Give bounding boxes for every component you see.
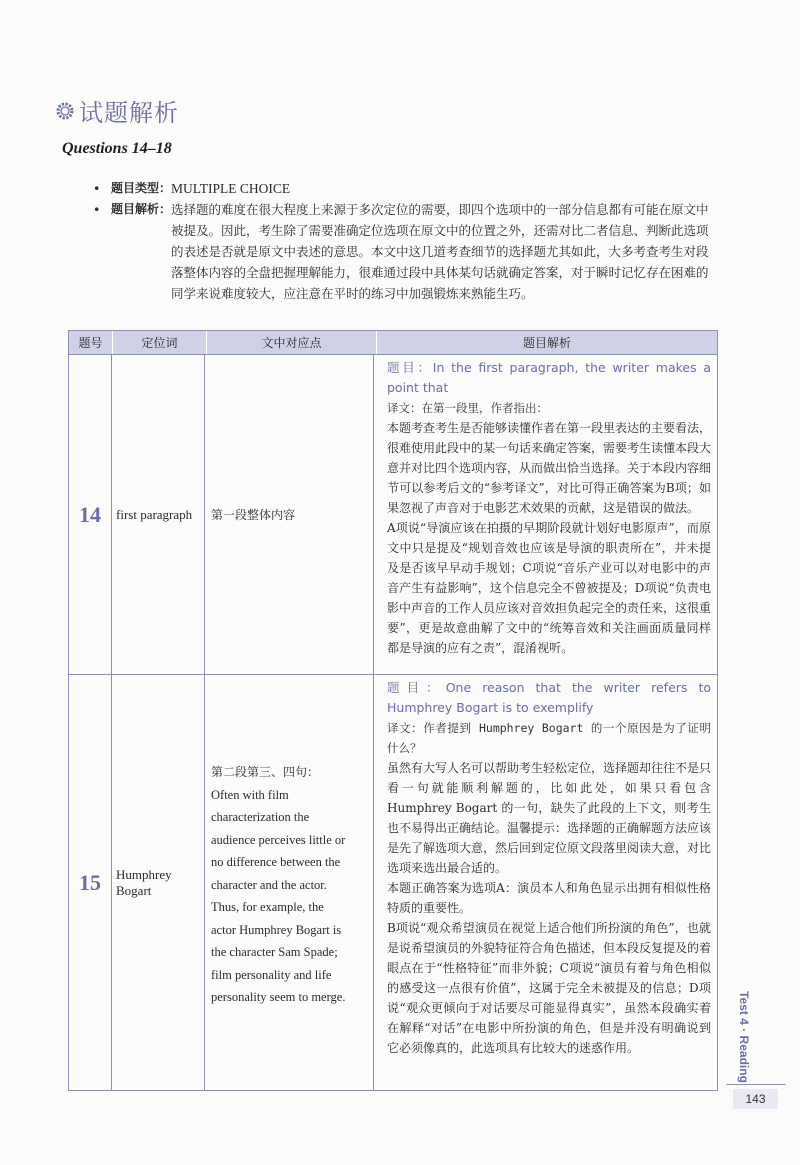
source-line: the character Sam Spade; [211,945,338,959]
question-prompt: 题目：In the first paragraph, the writer makes a point that [387,360,711,395]
question-translation: 译文：作者提到 Humphrey Bogart 的一个原因是为了证明什么？ [387,721,711,755]
source-cell [205,675,374,1090]
source-cell [205,355,374,674]
source-line: character and the actor. [211,877,327,892]
source-heading: 第二段第三、四句： [211,765,320,779]
side-tab-label: Test 4 · Reading [737,991,751,1083]
analysis-paragraph: 本题正确答案为选项A：演员本人和角色显示出拥有相似性格特质的重要性。 [387,881,711,915]
source-quote [211,761,345,1009]
analysis-cell [374,675,717,1090]
source-line: film personality and life [211,967,332,982]
analysis-paragraph: 虽然有大写人名可以帮助考生轻松定位，选择题却往往不是只看一句就能顺利解题的，比如此处，如果只看包含 Humphrey Bogart 的一句，缺失了此段的上下文，则考生也不易得出正确结论。温馨提示：选择题的正确解题方法应该是先了解选项大意，然后回到定位原文段落里阅读大意，对比选项来选出最合适的。 [387,761,712,875]
analysis-paragraph: B项说“观众希望演员在视觉上适合他们所扮演的角色”，也就是说希望演员的外貌特征符合角色描述，但本段反复提及的着眼点在于“性格特征”而非外貌；C项说“演员有着与角色相似的感受这一点很有价值”，这属于完全未被提及的信息；D项说“观众更倾向于对话要尽可能显得真实”，虽然本段确实着在解释“对话”在电影中所扮演的角色，但是并没有明确说到它必须像真的，此选项具有比较大的迷惑作用。 [387,921,712,1055]
question-number: 15 [69,675,112,1090]
table-header [69,331,717,354]
source-line: personality seem to merge. [211,990,346,1004]
bullet-label: 题目解析： [111,202,172,216]
header-source: 文中对应点 [207,331,377,354]
bullet-list [93,178,713,304]
source-line: characterization the [211,810,310,824]
gear-icon [55,101,75,121]
source-line: Thus, for example, the [211,900,324,914]
source-text: 第一段整体内容 [211,508,296,522]
analysis-table [68,330,718,1091]
bullet-label: 题目类型： [111,181,172,195]
bullet-question-analysis [93,199,713,304]
bullet-dot: • [93,202,101,217]
questions-heading: Questions 14–18 [62,140,172,157]
bullet-dot: • [93,181,101,196]
source-line: Often with film [211,787,289,802]
source-line: audience perceives little or [211,832,346,847]
question-translation: 译文：在第一段里，作者指出： [387,401,548,415]
keyword-cell: first paragraph [112,355,205,674]
header-keyword: 定位词 [113,331,207,354]
page-number: 143 [733,1089,778,1109]
header-analysis: 题目解析 [522,336,571,350]
table-row [69,674,717,1090]
side-tab [733,991,755,1083]
analysis-paragraph: A项说“导演应该在拍摄的早期阶段就计划好电影原声”，而原文中只是提及“规划音效也应该是导演的职责所在”，并未提及是否该早早动手规划；C项说“音乐产业可以对电影中的声音产生有益影响”，这个信息完全不曾被提及；D项说“负责电影中声音的工作人员应该对音效担负起完全的责任来，这很重要”，更是故意曲解了文中的“统筹音效和关注画面质量同样都是导演的应有之责”，混淆视听。 [387,521,712,655]
table-row [69,354,717,674]
bullet-value: MULTIPLE CHOICE [171,181,291,196]
keyword-cell: Humphrey Bogart [112,675,205,1090]
analysis-paragraph: 本题考查考生是否能够读懂作者在第一段里表达的主要看法，很难使用此段中的某一句话来确定答案，需要考生读懂本段大意并对比四个选项内容，从而做出恰当选择。关于本段内容细节可以参考后文的“参考译文”，对比可得正确答案为B项；如果忽视了声音对于电影艺术效果的贡献，这是错误的做法。 [387,421,712,515]
bullet-question-type [93,178,713,199]
section-title-text: 试题解析 [79,99,179,127]
footer-rule [726,1084,786,1085]
section-title [55,93,179,128]
bullet-value: 选择题的难度在很大程度上来源于多次定位的需要，即四个选项中的一部分信息都有可能在原文中被提及。因此，考生除了需要准确定位选项在原文中的位置之外，还需对比二者信息、判断此选项的表述是否就是原文中表述的意思。本文中这几道考查细节的选择题尤其如此，大多考查考生对段落整体内容的全盘把握理解能力，很难通过段中具体某句话就确定答案，对于瞬时记忆存在困难的同学来说难度较大，应注意在平时的练习中加强锻炼来熟能生巧。 [171,202,709,301]
header-number: 题号 [69,331,113,354]
question-number: 14 [69,355,112,674]
source-line: no difference between the [211,855,341,869]
source-line: actor Humphrey Bogart is [211,922,342,937]
analysis-cell [374,355,717,674]
question-prompt: 题目：One reason that the writer refers to Humphrey Bogart is to exemplify [387,680,711,715]
